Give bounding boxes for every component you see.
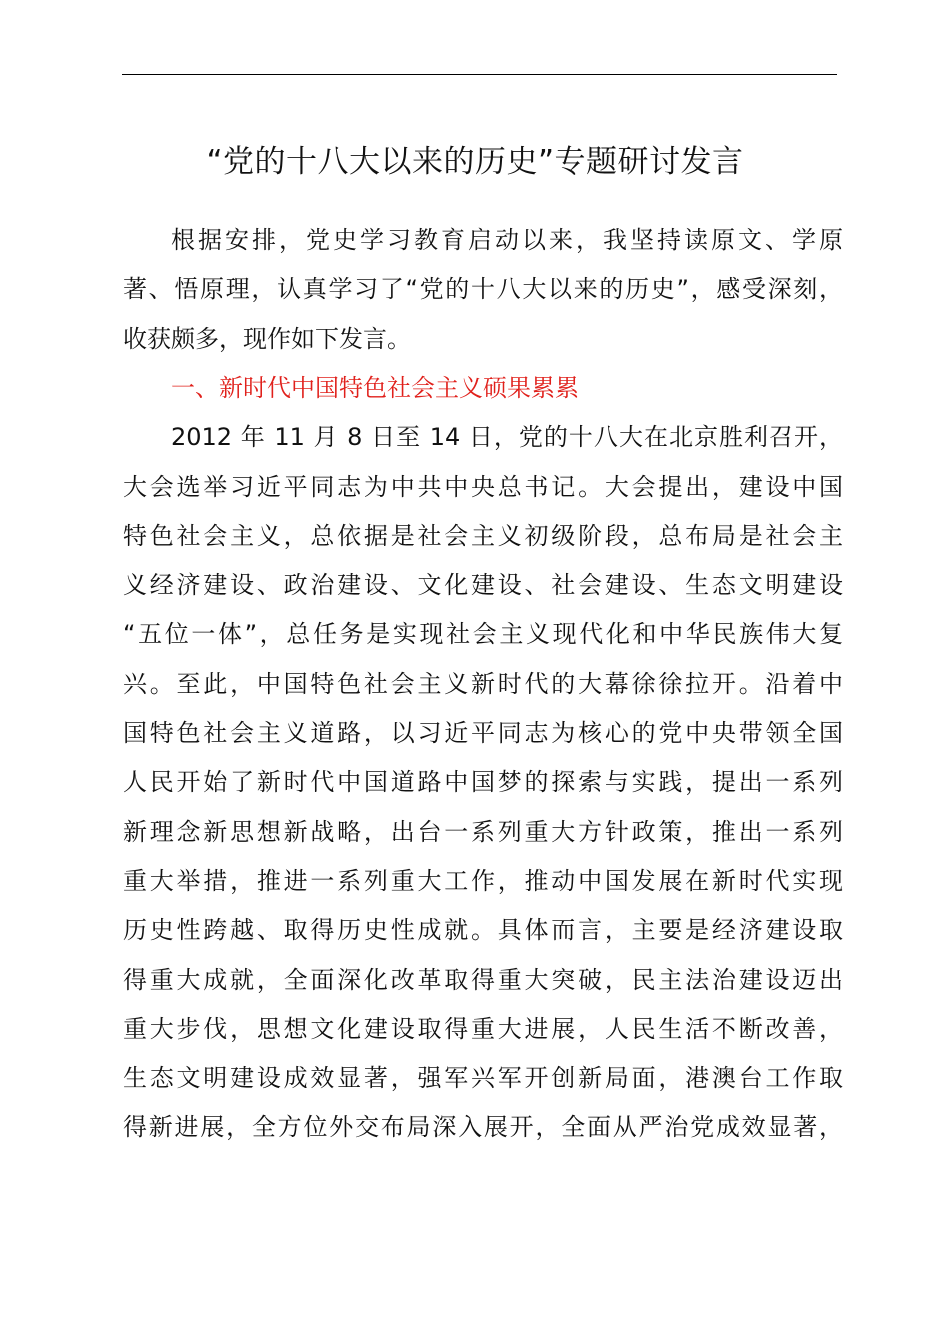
section-1	[123, 364, 843, 1153]
header-rule	[122, 74, 837, 75]
document-title: “党的十八大以来的历史”专题研讨发言	[206, 144, 744, 180]
paragraph-line: “五位一体”，总任务是实现社会主义现代化和中华民族伟大复	[123, 620, 843, 649]
paragraph-line: 收获颇多，现作如下发言。	[123, 324, 411, 353]
paragraph-line: 重大步伐，思想文化建设取得重大进展，人民生活不断改善，	[123, 1014, 843, 1043]
paragraph-line: 人民开始了新时代中国道路中国梦的探索与实践，提出一系列	[123, 768, 843, 797]
paragraph-line: 特色社会主义，总依据是社会主义初级阶段，总布局是社会主	[123, 521, 843, 550]
paragraph-line: 得重大成就，全面深化改革取得重大突破，民主法治建设迈出	[123, 965, 843, 994]
paragraph-line: 新理念新思想新战略，出台一系列重大方针政策，推出一系列	[123, 817, 843, 846]
paragraph-line: 根据安排，党史学习教育启动以来，我坚持读原文、学原	[171, 226, 843, 254]
paragraph-line: 大会选举习近平同志为中共中央总书记。大会提出，建设中国	[123, 472, 843, 501]
paragraph-line: 重大举措，推进一系列重大工作，推动中国发展在新时代实现	[123, 866, 843, 895]
paragraph-line: 国特色社会主义道路，以习近平同志为核心的党中央带领全国	[123, 719, 843, 748]
paragraph-line: 著、悟原理，认真学习了“党的十八大以来的历史”，感受深刻，	[123, 275, 843, 304]
paragraph-line: 兴。至此，中国特色社会主义新时代的大幕徐徐拉开。沿着中	[123, 669, 843, 698]
intro-paragraph	[123, 216, 843, 364]
paragraph-line: 2012 年 11 月 8 日至 14 日，党的十八大在北京胜利召开，	[171, 423, 843, 452]
paragraph-line: 义经济建设、政治建设、文化建设、社会建设、生态文明建设	[123, 571, 843, 600]
section-heading: 一、新时代中国特色社会主义硕果累累	[171, 374, 579, 402]
paragraph-line: 生态文明建设成效显著，强军兴军开创新局面，港澳台工作取	[123, 1064, 843, 1093]
paragraph-line: 历史性跨越、取得历史性成就。具体而言，主要是经济建设取	[123, 916, 843, 945]
paragraph-line: 得新进展，全方位外交布局深入展开，全面从严治党成效显著，	[123, 1113, 843, 1142]
